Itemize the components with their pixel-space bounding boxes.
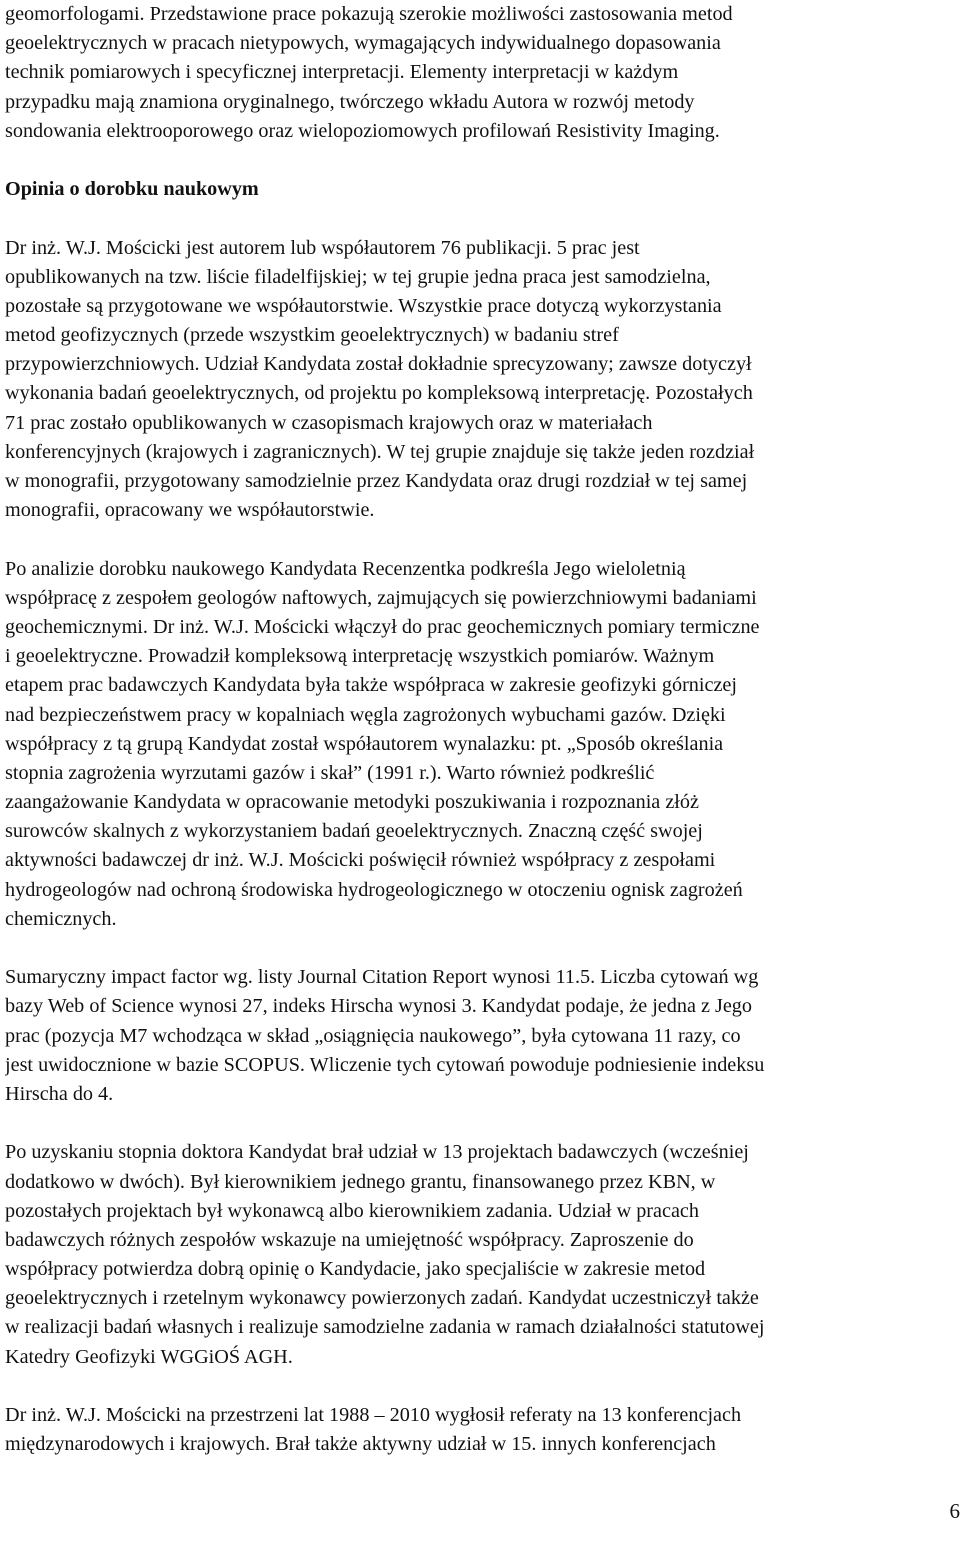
text-line: Dr inż. W.J. Mościcki na przestrzeni lat 1988 – 2010 wygłosił referaty na 13 konferencjach bbox=[5, 1404, 742, 1426]
text-line: zaangażowanie Kandydata w opracowanie metodyki poszukiwania i rozpoznania złóż bbox=[5, 791, 699, 814]
text-line: monografii, opracowany we współautorstwie. bbox=[5, 499, 375, 522]
text-line: opublikowanych na tzw. liście filadelfijskiej; w tej grupie jedna praca jest samodzielna, bbox=[5, 265, 711, 288]
text-line: technik pomiarowych i specyficznej interpretacji. Elementy interpretacji w każdym bbox=[5, 61, 679, 84]
paragraph-gap bbox=[5, 525, 957, 554]
text-line: współpracę z zespołem geologów naftowych, zajmujących się powierzchniowymi badaniami bbox=[5, 586, 757, 609]
text-line: badawczych różnych zespołów wskazuje na umiejętność współpracy. Zaproszenie do bbox=[5, 1228, 694, 1251]
document-page bbox=[5, 0, 957, 1459]
intro-paragraph bbox=[5, 0, 957, 146]
text-line: etapem prac badawczych Kandydata była także współpraca w zakresie geofizyki górniczej bbox=[5, 674, 737, 697]
text-line: dodatkowo w dwóch). Był kierownikiem jednego grantu, finansowanego przez KBN, w bbox=[5, 1170, 716, 1193]
text-line: nad bezpieczeństwem pracy w kopalniach węgla zagrożonych wybuchami gazów. Dzięki bbox=[5, 703, 726, 726]
text-line: jest uwidocznione w bazie SCOPUS. Wliczenie tych cytowań powoduje podniesienie indeksu bbox=[5, 1053, 765, 1076]
text-line: geoelektrycznych w pracach nietypowych, wymagających indywidualnego dopasowania bbox=[5, 32, 721, 55]
text-line: 71 prac zostało opublikowanych w czasopismach krajowych oraz w materiałach bbox=[5, 411, 653, 434]
text-line: geomorfologami. Przedstawione prace pokazują szerokie możliwości zastosowania metod bbox=[5, 3, 733, 25]
publications-paragraph bbox=[5, 234, 957, 526]
text-line: Po uzyskaniu stopnia doktora Kandydat brał udział w 13 projektach badawczych (wcześniej bbox=[5, 1141, 749, 1164]
text-line: metod geofizycznych (przede wszystkim geoelektrycznych) w badaniu stref bbox=[5, 324, 619, 347]
projects-paragraph bbox=[5, 1138, 957, 1372]
text-line: Katedry Geofizyki WGGiOŚ AGH. bbox=[5, 1345, 293, 1368]
paragraph-gap bbox=[5, 146, 957, 175]
text-line: Po analizie dorobku naukowego Kandydata Recenzentka podkreśla Jego wieloletnią bbox=[5, 557, 686, 580]
cooperation-paragraph bbox=[5, 555, 957, 934]
text-line: aktywności badawczej dr inż. W.J. Mościcki poświęcił również współpracy z zespołami bbox=[5, 849, 716, 872]
text-line: współpracy potwierdza dobrą opinię o Kandydacie, jako specjaliście w zakresie metod bbox=[5, 1258, 706, 1281]
text-line: geoelektrycznych i rzetelnym wykonawcy powierzonych zadań. Kandydat uczestniczył także bbox=[5, 1287, 759, 1310]
paragraph-gap bbox=[5, 1372, 957, 1401]
text-line: geochemicznymi. Dr inż. W.J. Mościcki włączył do prac geochemicznych pomiary termiczne bbox=[5, 615, 760, 638]
text-line: prac (pozycja M7 wchodząca w skład „osiągnięcia naukowego”, była cytowana 11 razy, co bbox=[5, 1024, 741, 1047]
paragraph-gap bbox=[5, 934, 957, 963]
text-line: w monografii, przygotowany samodzielnie przez Kandydata oraz drugi rozdział w tej samej bbox=[5, 470, 748, 492]
text-line: przypadku mają znamiona oryginalnego, twórczego wkładu Autora w rozwój metody bbox=[5, 90, 695, 113]
text-line: chemicznych. bbox=[5, 907, 117, 930]
text-line: i geoelektryczne. Prowadził kompleksową interpretację wszystkich pomiarów. Ważnym bbox=[5, 645, 715, 668]
text-line: Dr inż. W.J. Mościcki jest autorem lub współautorem 76 publikacji. 5 prac jest bbox=[5, 236, 640, 259]
text-line: stopnia zagrożenia wyrzutami gazów i skał” (1991 r.). Warto również podkreślić bbox=[5, 761, 655, 784]
paragraph-gap bbox=[5, 204, 957, 233]
text-line: pozostałych projektach był wykonawcą albo kierownikiem zadania. Udział w pracach bbox=[5, 1199, 699, 1222]
text-line: pozostałe są przygotowane we współautorstwie. Wszystkie prace dotyczą wykorzystania bbox=[5, 294, 722, 317]
text-line: surowców skalnych z wykorzystaniem badań geoelektrycznych. Znaczną część swojej bbox=[5, 820, 703, 843]
citations-paragraph bbox=[5, 963, 957, 1109]
text-line: Hirscha do 4. bbox=[5, 1082, 114, 1105]
text-line: międzynarodowych i krajowych. Brał także aktywny udział w 15. innych konferencjach bbox=[5, 1433, 716, 1456]
text-line: Sumaryczny impact factor wg. listy Journal Citation Report wynosi 11.5. Liczba cytowań wg bbox=[5, 966, 759, 989]
text-line: bazy Web of Science wynosi 27, indeks Hirscha wynosi 3. Kandydat podaje, że jedna z Jego bbox=[5, 995, 752, 1018]
text-line: przypowierzchniowych. Udział Kandydata został dokładnie sprecyzowany; zawsze dotyczył bbox=[5, 353, 752, 376]
text-line: konferencyjnych (krajowych i zagranicznych). W tej grupie znajduje się także jeden rozdział bbox=[5, 440, 755, 463]
paragraph-gap bbox=[5, 1109, 957, 1138]
text-line: sondowania elektrooporowego oraz wielopoziomowych profilowań Resistivity Imaging. bbox=[5, 119, 720, 142]
text-line: wykonania badań geoelektrycznych, od projektu po kompleksową interpretację. Pozostałych bbox=[5, 382, 753, 405]
page-number: 6 bbox=[949, 1499, 960, 1523]
text-line: w realizacji badań własnych i realizuje samodzielne zadania w ramach działalności statutowej bbox=[5, 1316, 765, 1339]
conferences-paragraph bbox=[5, 1401, 957, 1459]
section-heading: Opinia o dorobku naukowym bbox=[5, 178, 259, 201]
text-line: współpracy z tą grupą Kandydat został współautorem wynalazku: pt. „Sposób określania bbox=[5, 732, 724, 755]
text-line: hydrogeologów nad ochroną środowiska hydrogeologicznego w otoczeniu ognisk zagrożeń bbox=[5, 878, 743, 901]
